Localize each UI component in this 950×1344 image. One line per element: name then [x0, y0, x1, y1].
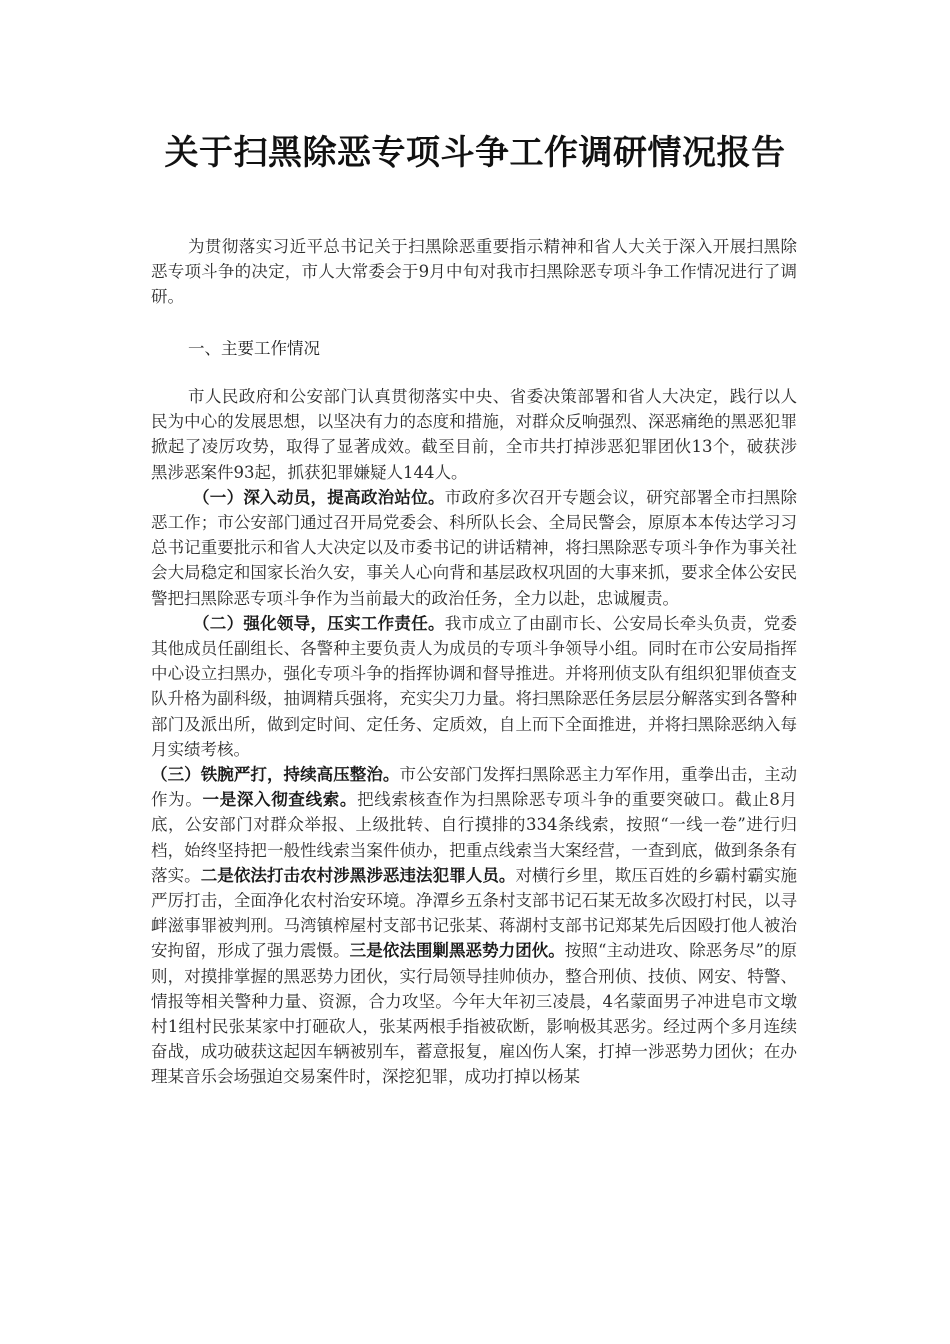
intro-paragraph: 为贯彻落实习近平总书记关于扫黑除恶重要指示精神和省人大关于深入开展扫黑除恶专项斗争的决定，市人大常委会于9月中旬对我市扫黑除恶专项斗争工作情况进行了调研。: [151, 237, 797, 307]
item-3-sub-1-text: 把线索核查作为扫黑除恶专项斗争的重要突破口。截止8月底，公安部门对群众举报、上级批转、自行摸排的334条线索，按照“一线一卷”进行归档，始终坚持把一般性线索当案件侦办，把重点线索当大案经营，一查到底，做到条条有落实。: [151, 790, 798, 885]
item-3-text: 市公安部门发挥扫黑除恶主力军作用，重拳出击，主动作为。: [151, 765, 798, 810]
item-3-sub-3-text: 按照“主动进攻、除恶务尽”的原则，对摸排掌握的黑恶势力团伙，实行局领导挂帅侦办，整合刑侦、技侦、网安、特警、情报等相关警种力量、资源，合力攻坚。今年大年初三凌晨，4名蒙面男子冲进皂市文墩村1组村民张某家中打砸砍人，张某两根手指被砍断，影响极其恶劣。经过两个多月连续奋战，成功破获这起因车辆被别车，蓄意报复，雇凶伤人案，打掉一涉恶势力团伙；在办理某音乐会场强迫交易案件时，深挖犯罪，成功打掉以杨某: [151, 941, 798, 1087]
item-1-text: 市政府多次召开专题会议，研究部署全市扫黑除恶工作；市公安部门通过召开局党委会、科所队长会、全局民警会，原原本本传达学习习总书记重要批示和省人大决定以及市委书记的讲话精神，将扫黑除恶专项斗争作为事关社会大局稳定和国家长治久安，事关人心向背和基层政权巩固的大事来抓，要求全体公安民警把扫黑除恶专项斗争作为当前最大的政治任务，全力以赴，忠诚履责。: [151, 487, 798, 608]
item-3-sub-2-text: 对横行乡里，欺压百姓的乡霸村霸实施严厉打击，全面净化农村治安环境。净潭乡五条村支部书记石某无故多次殴打村民，以寻衅滋事罪被判刑。马湾镇榨屋村支部书记张某、蒋湖村支部书记郑某先后因殴打他人被治安拘留，形成了强力震慑。: [151, 865, 798, 961]
item-1-heading: （一）深入动员，提高政治站位。: [193, 487, 445, 507]
item-2-heading: （二）强化领导，压实工作责任。: [193, 613, 445, 633]
item-3-sub-3-heading: 三是依法围剿黑恶势力团伙。: [349, 941, 565, 961]
overview-paragraph: 市人民政府和公安部门认真贯彻落实中央、省委决策部署和省人大决定，践行以人民为中心的发展思想，以坚决有力的态度和措施，对群众反响强烈、深恶痛绝的黑恶犯罪掀起了凌厉攻势，取得了显著成效。截至目前，全市共打掉涉恶犯罪团伙13个，破获涉黑涉恶案件93起，抓获犯罪嫌疑人144人。: [151, 387, 797, 482]
item-2-paragraph: [151, 611, 797, 762]
section-heading-main-work: 一、主要工作情况: [188, 339, 320, 358]
item-2-text: 我市成立了由副市长、公安局长牵头负责，党委其他成员任副组长、各警种主要负责人为成员的专项斗争领导小组。同时在市公安局指挥中心设立扫黑办，强化专项斗争的指挥协调和督导推进。并将刑侦支队有组织犯罪侦查支队升格为副科级，抽调精兵强将，充实尖刀力量。将扫黑除恶任务层层分解落实到各警种部门及派出所，做到定时间、定任务、定质效，自上而下全面推进，并将扫黑除恶纳入每月实绩考核。: [151, 613, 798, 759]
item-3-heading: （三）铁腕严打，持续高压整治。: [151, 765, 400, 785]
item-3-paragraph: [151, 762, 797, 1090]
item-3-sub-1-heading: 一是深入彻查线索。: [202, 790, 358, 810]
document-title: 关于扫黑除恶专项斗争工作调研情况报告: [164, 133, 786, 173]
section-body: [151, 384, 797, 1090]
item-1-paragraph: [151, 485, 797, 611]
item-3-sub-2-heading: 二是依法打击农村涉黑涉恶违法犯罪人员。: [200, 865, 516, 885]
